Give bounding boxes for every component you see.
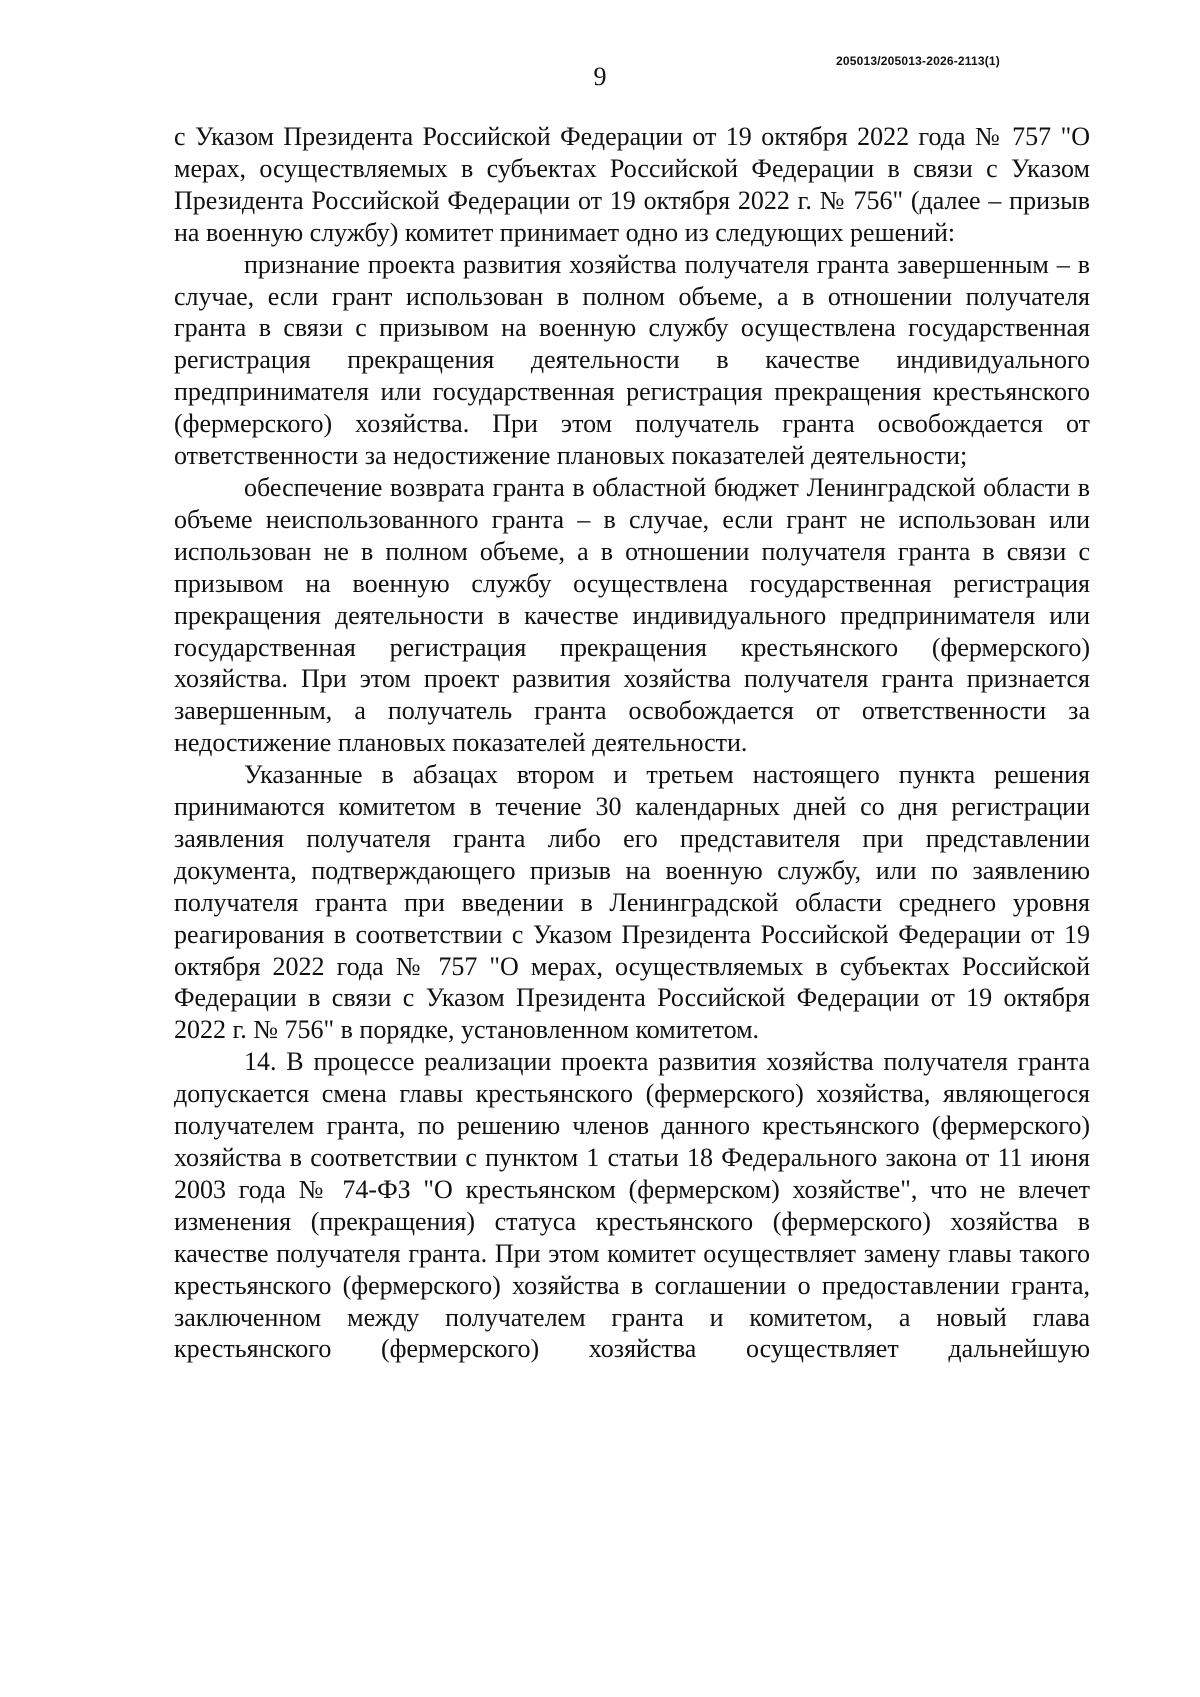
document-body [174,121,1090,1365]
paragraph-decision-return: обеспечение возврата гранта в областной бюджет Ленинградской области в объеме неиспользованного гранта – в случае, если грант не использован или использован не в полном объеме, а в отношении получателя гранта в связи с призывом на военную службу осуществлена государственная регистрация прекращения деятельности в качестве индивидуального предпринимателя или государственная регистрация прекращения крестьянского (фермерского) хозяйства. При этом проект развития хозяйства получателя гранта признается завершенным, а получатель гранта освобождается от ответственности за недостижение плановых показателей деятельности. [174,472,1090,758]
paragraph-continuation: с Указом Президента Российской Федерации от 19 октября 2022 года № 757 "О мерах, осуществляемых в субъектах Российской Федерации в связи с Указом Президента Российской Федерации от 19 октября 2022 г. № 756" (далее – призыв на военную службу) комитет принимает одно из следующих решений: [174,122,1090,247]
paragraph-item-14: 14. В процессе реализации проекта развития хозяйства получателя гранта допускается смена главы крестьянского (фермерского) хозяйства, являющегося получателем гранта, по решению членов данного крестьянского (фермерского) хозяйства в соответствии с пунктом 1 статьи 18 Федерального закона от 11 июня 2003 года № 74-ФЗ "О крестьянском (фермерском) хозяйстве", что не влечет изменения (прекращения) статуса крестьянского (фермерского) хозяйства в качестве получателя гранта. При этом комитет осуществляет замену главы такого крестьянского (фермерского) хозяйства в соглашении о предоставлении гранта, заключенном между получателем гранта и комитетом, а новый глава крестьянского (фермерского) хозяйства осуществляет дальнейшую [174,1047,1090,1364]
paragraph-decision-terms: Указанные в абзацах втором и третьем настоящего пункта решения принимаются комитетом в течение 30 календарных дней со дня регистрации заявления получателя гранта либо его представителя при представлении документа, подтверждающего призыв на военную службу, или по заявлению получателя гранта при введении в Ленинградской области среднего уровня реагирования в соответствии с Указом Президента Российской Федерации от 19 октября 2022 года № 757 "О мерах, осуществляемых в субъектах Российской Федерации в связи с Указом Президента Российской Федерации от 19 октября 2022 г. № 756" в порядке, установленном комитетом. [174,760,1090,1045]
paragraph-decision-completed: признание проекта развития хозяйства получателя гранта завершенным – в случае, если грант использован в полном объеме, а в отношении получателя гранта в связи с призывом на военную службу осуществлена государственная регистрация прекращения деятельности в качестве индивидуального предпринимателя или государственная регистрация прекращения крестьянского (фермерского) хозяйства. При этом получатель гранта освобождается от ответственности за недостижение плановых показателей деятельности; [174,249,1090,471]
document-id: 205013/205013-2026-2113(1) [835,54,1000,68]
page-number: 9 [593,62,607,91]
